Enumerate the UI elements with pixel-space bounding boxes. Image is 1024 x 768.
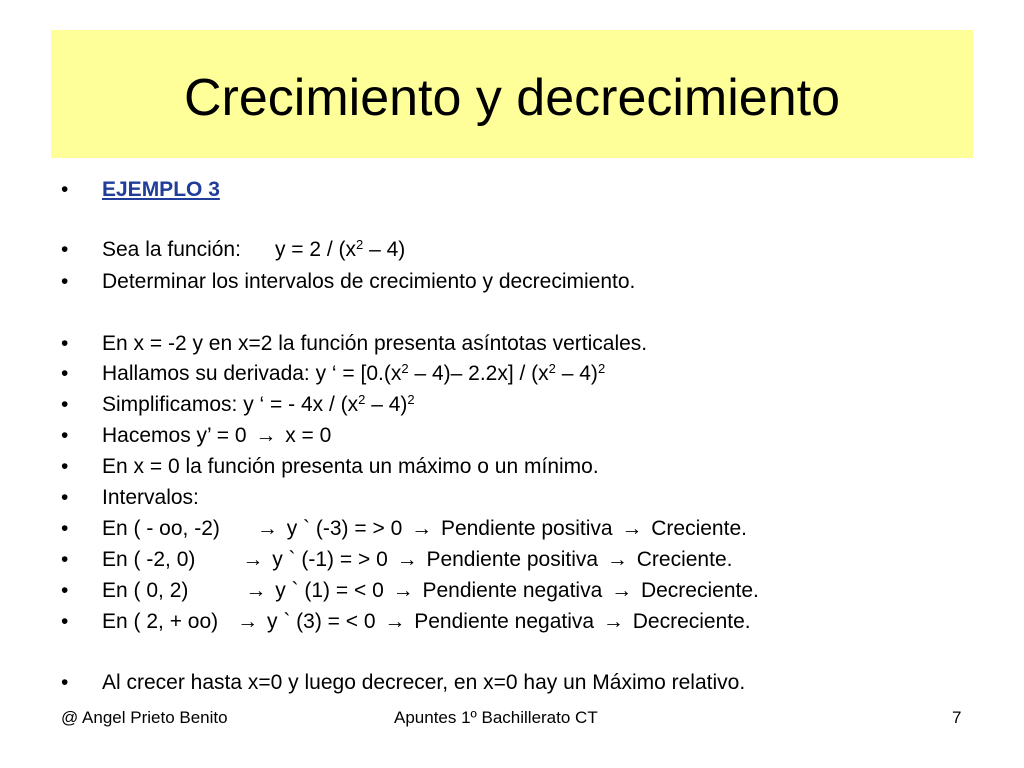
interval-result: Decreciente. [632, 610, 751, 633]
interval-row [102, 514, 747, 544]
interval-row [102, 576, 759, 606]
arrow-right-icon: → [384, 610, 406, 633]
interval-range: En ( 2, + oo) [102, 610, 219, 633]
list-item-interval [61, 545, 1001, 575]
bullet-marker: • [61, 424, 69, 447]
bullet-marker: • [61, 517, 69, 540]
footer-page-number: 7 [952, 708, 962, 727]
function-label: Sea la función: [102, 238, 241, 261]
bullet-marker: • [61, 455, 69, 478]
interval-slope: Pendiente negativa [422, 579, 603, 602]
bullet-marker: • [61, 393, 69, 416]
arrow-right-icon: → [237, 610, 259, 633]
interval-derivative: y ` (3) = < 0 [267, 610, 376, 633]
arrow-right-icon: → [245, 579, 267, 602]
simplify-text: Simplificamos: y ‘ = - $4x / (x^2 - 4)^2$ [102, 392, 415, 416]
list-item-extremum [61, 452, 1001, 482]
bullet-marker: • [61, 332, 69, 355]
list-item-conclusion [61, 668, 1001, 698]
intervals-label: Intervalos: [102, 486, 199, 509]
bullet-marker: • [61, 579, 69, 602]
interval-row [102, 545, 732, 575]
arrow-right-icon: → [392, 579, 414, 602]
arrow-right-icon: → [396, 548, 418, 571]
interval-result: Creciente. [636, 548, 733, 571]
bullet-marker: • [61, 486, 69, 509]
bullet-marker: • [61, 610, 69, 633]
bullet-marker: • [61, 178, 69, 201]
arrow-right-icon: → [255, 424, 277, 447]
bullet-marker: • [61, 238, 69, 261]
list-item-interval [61, 576, 1001, 606]
example-heading-link[interactable]: EJEMPLO 3 [102, 178, 220, 201]
list-item-task [61, 267, 1001, 297]
interval-derivative: y ` (1) = < 0 [275, 579, 384, 602]
list-item-example-heading [61, 175, 1001, 205]
interval-derivative: y ` (-3) = > 0 [286, 517, 403, 540]
bullet-marker: • [61, 362, 69, 385]
asymptote-text: En x = -2 y en x=2 la función presenta asíntotas verticales. [102, 332, 648, 355]
list-item-interval [61, 514, 1001, 544]
bullet-marker: • [61, 270, 69, 293]
interval-range: En ( - oo, -2) [102, 517, 220, 540]
interval-derivative: y ` (-1) = > 0 [272, 548, 388, 571]
list-item-simplify [61, 390, 1001, 420]
bullet-marker: • [61, 671, 69, 694]
interval-slope: Pendiente positiva [426, 548, 599, 571]
interval-slope: Pendiente positiva [440, 517, 613, 540]
extremum-text: En x = 0 la función presenta un máximo o un mínimo. [102, 455, 599, 478]
arrow-right-icon: → [411, 517, 433, 540]
task-text: Determinar los intervalos de crecimiento y decrecimiento. [102, 270, 636, 293]
arrow-right-icon: → [621, 517, 643, 540]
list-item-asymptotes [61, 329, 1001, 359]
interval-range: En ( -2, 0) [102, 548, 196, 571]
list-item-function [61, 235, 1001, 265]
interval-range: En ( 0, 2) [102, 579, 189, 602]
arrow-right-icon: → [256, 517, 278, 540]
interval-result: Creciente. [651, 517, 747, 540]
function-definition: Sea la función: $y = 2 / (x^2 - 4)$ [102, 237, 406, 261]
interval-row [102, 607, 751, 637]
footer-course: Apuntes 1º Bachillerato CT [394, 708, 598, 727]
derivative-text: Hallamos su derivada: y ‘ = [$0.(x^2 - 4)-$ $2.2x] / (x^2 - 4)^2$ [102, 361, 606, 385]
list-item-derivative [61, 359, 1001, 389]
arrow-right-icon: → [611, 579, 633, 602]
footer-author: @ Angel Prieto Benito [61, 708, 228, 727]
list-item-intervals-label [61, 483, 1001, 513]
interval-result: Decreciente. [640, 579, 759, 602]
slide-title: Crecimiento y decrecimiento [183, 69, 841, 127]
conclusion-text: Al crecer hasta x=0 y luego decrecer, en x=0 hay un Máximo relativo. [102, 671, 746, 694]
arrow-right-icon: → [242, 548, 264, 571]
arrow-right-icon: → [606, 548, 628, 571]
bullet-marker: • [61, 548, 69, 571]
interval-slope: Pendiente negativa [414, 610, 595, 633]
zero-text: Hacemos y’ = 0 → x = 0 [102, 421, 331, 451]
list-item-zero [61, 421, 1001, 451]
arrow-right-icon: → [602, 610, 624, 633]
list-item-interval [61, 607, 1001, 637]
